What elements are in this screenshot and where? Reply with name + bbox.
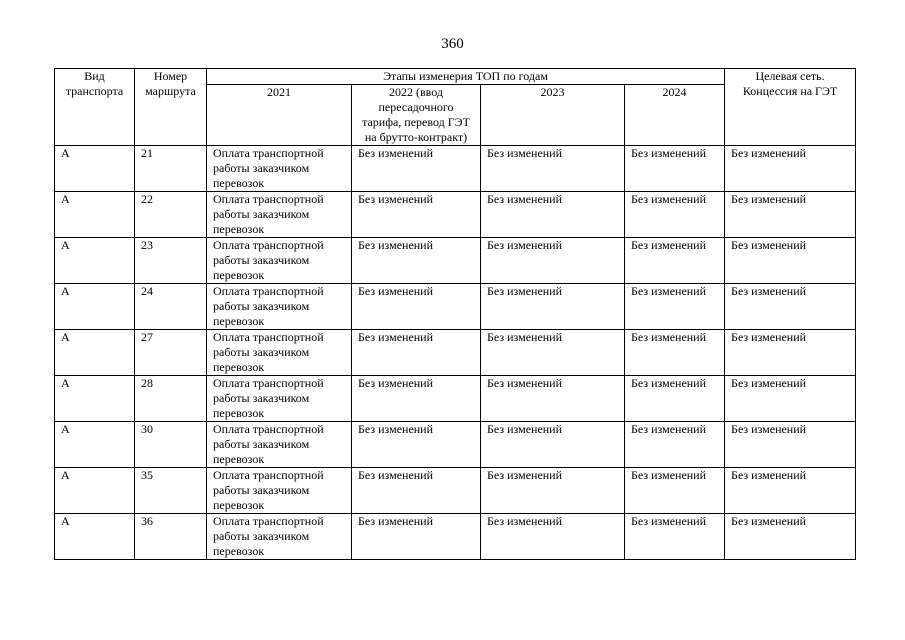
cell-2024: Без изменений (625, 192, 725, 238)
cell-transport-type: А (55, 468, 135, 514)
cell-2023: Без изменений (481, 514, 625, 560)
table-row (55, 284, 856, 330)
cell-2021: Оплата транспортной работы заказчиком перевозок (207, 422, 352, 468)
cell-2024: Без изменений (625, 238, 725, 284)
header-year-2023: 2023 (481, 85, 625, 146)
header-year-2021: 2021 (207, 85, 352, 146)
cell-target: Без изменений (725, 146, 856, 192)
cell-transport-type: А (55, 192, 135, 238)
cell-transport-type: А (55, 146, 135, 192)
table-row (55, 376, 856, 422)
cell-target: Без изменений (725, 422, 856, 468)
cell-2024: Без изменений (625, 146, 725, 192)
header-route-number: Номер маршрута (135, 69, 207, 146)
header-stages: Этапы изменерия ТОП по годам (207, 69, 725, 85)
cell-transport-type: А (55, 376, 135, 422)
cell-2024: Без изменений (625, 514, 725, 560)
cell-2023: Без изменений (481, 146, 625, 192)
cell-transport-type: А (55, 514, 135, 560)
table-row (55, 468, 856, 514)
page-number: 360 (441, 36, 464, 52)
cell-route-number: 24 (135, 284, 207, 330)
cell-2022: Без изменений (352, 284, 481, 330)
table-row (55, 514, 856, 560)
cell-transport-type: А (55, 238, 135, 284)
cell-route-number: 28 (135, 376, 207, 422)
cell-target: Без изменений (725, 330, 856, 376)
table-row (55, 422, 856, 468)
cell-2021: Оплата транспортной работы заказчиком перевозок (207, 284, 352, 330)
cell-2024: Без изменений (625, 376, 725, 422)
cell-target: Без изменений (725, 284, 856, 330)
cell-transport-type: А (55, 284, 135, 330)
cell-2022: Без изменений (352, 330, 481, 376)
cell-2022: Без изменений (352, 514, 481, 560)
cell-2022: Без изменений (352, 146, 481, 192)
cell-target: Без изменений (725, 238, 856, 284)
cell-target: Без изменений (725, 468, 856, 514)
header-transport-type: Вид транспорта (55, 69, 135, 146)
cell-2023: Без изменений (481, 468, 625, 514)
cell-2021: Оплата транспортной работы заказчиком перевозок (207, 514, 352, 560)
cell-transport-type: А (55, 330, 135, 376)
cell-2022: Без изменений (352, 376, 481, 422)
cell-route-number: 35 (135, 468, 207, 514)
cell-route-number: 30 (135, 422, 207, 468)
cell-target: Без изменений (725, 192, 856, 238)
header-year-2022: 2022 (ввод пересадочного тарифа, перевод ГЭТ на брутто-контракт) (352, 85, 481, 146)
cell-2022: Без изменений (352, 238, 481, 284)
cell-route-number: 22 (135, 192, 207, 238)
cell-2023: Без изменений (481, 238, 625, 284)
cell-route-number: 23 (135, 238, 207, 284)
cell-2023: Без изменений (481, 192, 625, 238)
cell-route-number: 36 (135, 514, 207, 560)
cell-2021: Оплата транспортной работы заказчиком перевозок (207, 376, 352, 422)
cell-2024: Без изменений (625, 284, 725, 330)
cell-2021: Оплата транспортной работы заказчиком перевозок (207, 192, 352, 238)
table-row (55, 238, 856, 284)
table-row (55, 192, 856, 238)
cell-2023: Без изменений (481, 284, 625, 330)
cell-2024: Без изменений (625, 330, 725, 376)
route-tariff-table (54, 68, 856, 560)
table-row (55, 330, 856, 376)
cell-2021: Оплата транспортной работы заказчиком перевозок (207, 468, 352, 514)
header-row-top (55, 69, 856, 85)
cell-target: Без изменений (725, 376, 856, 422)
cell-2021: Оплата транспортной работы заказчиком перевозок (207, 146, 352, 192)
cell-2024: Без изменений (625, 468, 725, 514)
cell-2022: Без изменений (352, 192, 481, 238)
cell-2021: Оплата транспортной работы заказчиком перевозок (207, 330, 352, 376)
cell-2023: Без изменений (481, 330, 625, 376)
cell-2022: Без изменений (352, 468, 481, 514)
cell-transport-type: А (55, 422, 135, 468)
cell-target: Без изменений (725, 514, 856, 560)
header-target-network: Целевая сеть. Концессия на ГЭТ (725, 69, 856, 146)
cell-route-number: 21 (135, 146, 207, 192)
cell-2022: Без изменений (352, 422, 481, 468)
cell-2023: Без изменений (481, 376, 625, 422)
cell-2023: Без изменений (481, 422, 625, 468)
cell-route-number: 27 (135, 330, 207, 376)
header-year-2024: 2024 (625, 85, 725, 146)
cell-2024: Без изменений (625, 422, 725, 468)
cell-2021: Оплата транспортной работы заказчиком перевозок (207, 238, 352, 284)
table-row (55, 146, 856, 192)
